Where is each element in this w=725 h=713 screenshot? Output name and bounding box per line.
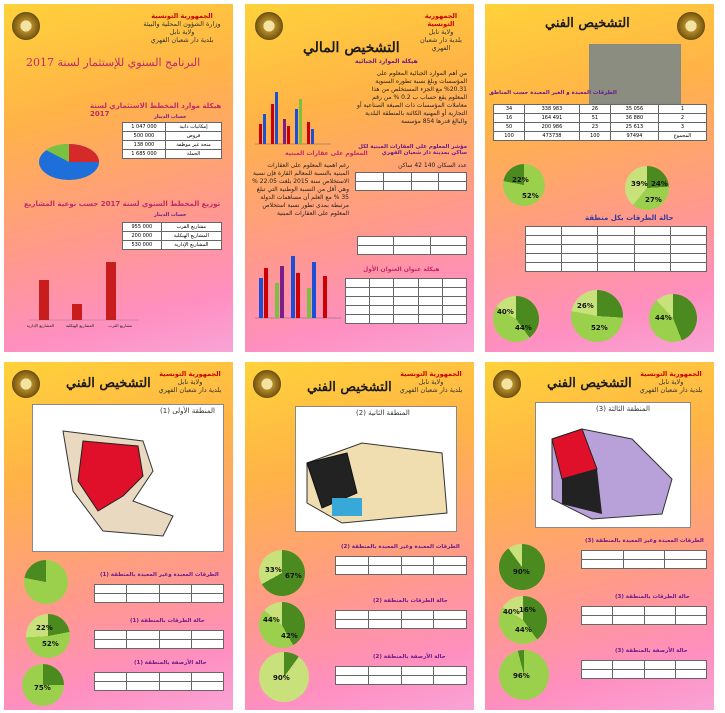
zone-map-frame [32, 404, 224, 552]
population-text: عدد السكان 140 42 ساكن [398, 162, 467, 169]
header-line4: بلدية دار شعبان الفهري [150, 36, 214, 44]
roads-state-table [525, 226, 707, 272]
panel-investment-program [4, 4, 233, 352]
resources-table: 1 047 000 إمكانيات ذاتية 500 000 قروض 138 000 منحة غير موظفة 1 685 000 الجملة [122, 122, 222, 159]
resources-pie-chart [24, 124, 124, 194]
header-block: الجمهورية التونسية ولاية نابل بلدية دار شعبان الفهري [639, 370, 703, 394]
zone-map-frame [535, 402, 691, 528]
municipality-emblem-icon [12, 12, 40, 40]
section-title-2: مؤشر المعلوم على العقارات المبنية لكل ساكن بمدينة دار شعبان الفهري [358, 144, 467, 156]
zone-roads-table [581, 550, 707, 569]
projects-table: 955 000 مشاريع القرب 200 000 المشاريع الهيكلية 530 000 المشاريع الإدارية [122, 222, 222, 250]
property-paragraph: رغم أهمية المعلوم على العقارات المبنية بالنسبة للمعالم القارة فإن نسبة الاستخلاص سنة 2015 بلغت 22.05 % وهي أقل من النسبة الوطنية التي تبلغ 35 % مع العلم أن مساهمات الدولة مرتبطة بمدى تطور نسبة استخلاص المعلوم على العقارات المبنية [252, 162, 349, 217]
section-title-2: حالة الطرقات بكل منطقة [585, 214, 674, 222]
section-title: الطرقات المعبدة و الغير المعبدة حسب المناطق [489, 90, 617, 96]
pie-chart [24, 560, 68, 604]
zone-state-table [335, 610, 467, 629]
municipality-emblem-icon [12, 370, 40, 398]
indicator-table [355, 172, 467, 191]
roads-table: 34 338 983 26 35 056 1 16 164 491 51 36 880 2 50 200 986 23 25 613 3 100 473738 100 97494 المجموع [493, 104, 707, 141]
zone-roads-table [94, 584, 224, 603]
section-title-4: هيكلة عنوان العنوان الأول [363, 266, 440, 273]
zone-2-map [302, 423, 452, 527]
zone-state-table [581, 606, 707, 625]
section-title-2: حالة الطرقات بالمنطقة (3) [615, 594, 690, 600]
panel-zone-2: الجمهورية التونسية ولاية نابل بلدية دار شعبان الفهري التشخيص الفني المنطقة الثانية (2) 33% 67% الطرقات المعبدة وغير المعبدة بالمنطقة (2) 44% 42% حالة الطرقات بالمنطقة (2) 90% حالة الأرصفة بالمنطقة (2) [245, 362, 474, 710]
page-title: البرنامج السنوي للإستثمار لسنة 2017 [26, 56, 201, 69]
zone-map-frame [295, 406, 457, 532]
pie-chart [499, 596, 547, 644]
unit-label-2: حساب الدينار [154, 212, 187, 218]
panel-zone-1: الجمهورية التونسية ولاية نابل بلدية دار شعبان الفهري التشخيص الفني المنطقة الأولى (1) الطرقات المعبدة وغير المعبدة بالمنطقة (1) 22% 52% حالة الطرقات بالمنطقة (1) 75% حالة الأرصفة بالمنطقة (1) [4, 362, 233, 710]
zone-1-map [43, 421, 213, 541]
section-title: الطرقات المعبدة وغير المعبدة بالمنطقة (2) [341, 544, 460, 550]
property-bar-chart [253, 248, 343, 328]
map-title: المنطقة الثانية (2) [356, 409, 410, 417]
revenue-table-2 [345, 278, 467, 324]
panel-technical-diagnosis: التشخيص الفني الطرقات المعبدة و الغير المعبدة حسب المناطق 34 338 983 26 35 056 1 16 164 491 51 36 880 2 50 200 986 23 25 613 3 100 473738 100 97494 المجموع 22% 52% 39% 24% 27% حالة الطرقات بكل منطقة 40% 44% 26% 52% 44% [485, 4, 714, 352]
bar-label-2: المشاريع الهيكلية [65, 323, 94, 328]
municipality-emblem-icon [493, 370, 521, 398]
section-title-3: المعلوم على عقارات المبنية [285, 150, 368, 157]
section-title-3: حالة الأرصفة بالمنطقة (1) [134, 660, 207, 666]
zone-state-table [94, 630, 224, 649]
tax-resources-bar-chart [253, 84, 333, 154]
header-block [138, 12, 226, 44]
pie-chart [499, 544, 545, 590]
header-block: الجمهورية التونسية ولاية نابل بلدية دار شعبان الفهري [158, 370, 222, 394]
municipality-emblem-icon [253, 370, 281, 398]
page-title: التشخيص المالي [303, 40, 400, 56]
pie-chart [259, 602, 305, 648]
section-title: الطرقات المعبدة وغير المعبدة بالمنطقة (3) [585, 538, 704, 544]
pie-chart [571, 290, 623, 342]
section-title: هيكلة الموارد الجبائية [355, 58, 418, 65]
page-title: التشخيص الفني [547, 376, 632, 391]
zone-3-map [542, 419, 686, 523]
municipality-emblem-icon [677, 12, 705, 40]
pie-chart [26, 614, 70, 658]
header-block: الجمهورية التونسية ولاية نابل بلدية دار شعبان الفهري [399, 370, 463, 394]
zone-roads-table [335, 556, 467, 575]
map-title: المنطقة الثالثة (3) [596, 405, 650, 413]
unit-label: حساب الدينار [154, 114, 187, 120]
section-title: الطرقات المعبدة وغير المعبدة بالمنطقة (1) [100, 572, 219, 578]
header-line2: وزارة الشؤون المحلية والبيئة [143, 20, 221, 28]
map-title: المنطقة الأولى (1) [160, 407, 215, 415]
section-title-2: حالة الطرقات بالمنطقة (1) [130, 618, 205, 624]
panel-financial-diagnosis [245, 4, 474, 352]
page-title: التشخيص الفني [66, 376, 151, 391]
revenue-table-1 [357, 236, 467, 255]
section-title-2: حالة الطرقات بالمنطقة (2) [373, 598, 448, 604]
zone-sidewalk-table [581, 660, 707, 679]
section-title-3: حالة الأرصفة بالمنطقة (3) [615, 648, 688, 654]
bar-label-3: مشاريع القرب [108, 323, 132, 328]
header-block: الجمهورية التونسية ولاية نابل بلدية دار شعبان الفهري [420, 12, 462, 52]
page-title: التشخيص الفني [545, 16, 630, 31]
header-line1: الجمهورية التونسية [151, 12, 213, 20]
page-title: التشخيص الفني [307, 380, 392, 395]
section-title-2: توزيع المخطط السنوي لسنة 2017 حسب نوعية المشاريع [24, 200, 221, 208]
zone-sidewalk-table [94, 672, 224, 691]
zone-sidewalk-table [335, 666, 467, 685]
header-line3: ولاية نابل [169, 28, 195, 36]
section-title-3: حالة الأرصفة بالمنطقة (2) [373, 654, 446, 660]
panel-zone-3: الجمهورية التونسية ولاية نابل بلدية دار شعبان الفهري التشخيص الفني المنطقة الثالثة (3) 90% الطرقات المعبدة وغير المعبدة بالمنطقة (3) 40% 16% 44% حالة الطرقات بالمنطقة (3) 96% حالة الأرصفة بالمنطقة (3) [485, 362, 714, 710]
bar-label-1: المشاريع الإدارية [26, 323, 54, 328]
tax-paragraph: من أهم الموارد الجبائية المعلوم على المؤسسات وبلغ نسبة تطوره السنوية 20.31% مع الجزء المستخلص من هذا المعلوم يقع حساب ب 0.2 % من رقم معاملات المؤسسات ذات الصبغة الصناعية أو التجارية أو المهنية الكائنة بالمنطقة البلدية والبالغ قدرها 854 مؤسسة [357, 70, 467, 125]
municipality-emblem-icon [255, 12, 283, 40]
pie-chart [493, 296, 539, 342]
section-title: هيكلة موارد المخطط الاستثماري لسنة 2017 [90, 102, 222, 118]
